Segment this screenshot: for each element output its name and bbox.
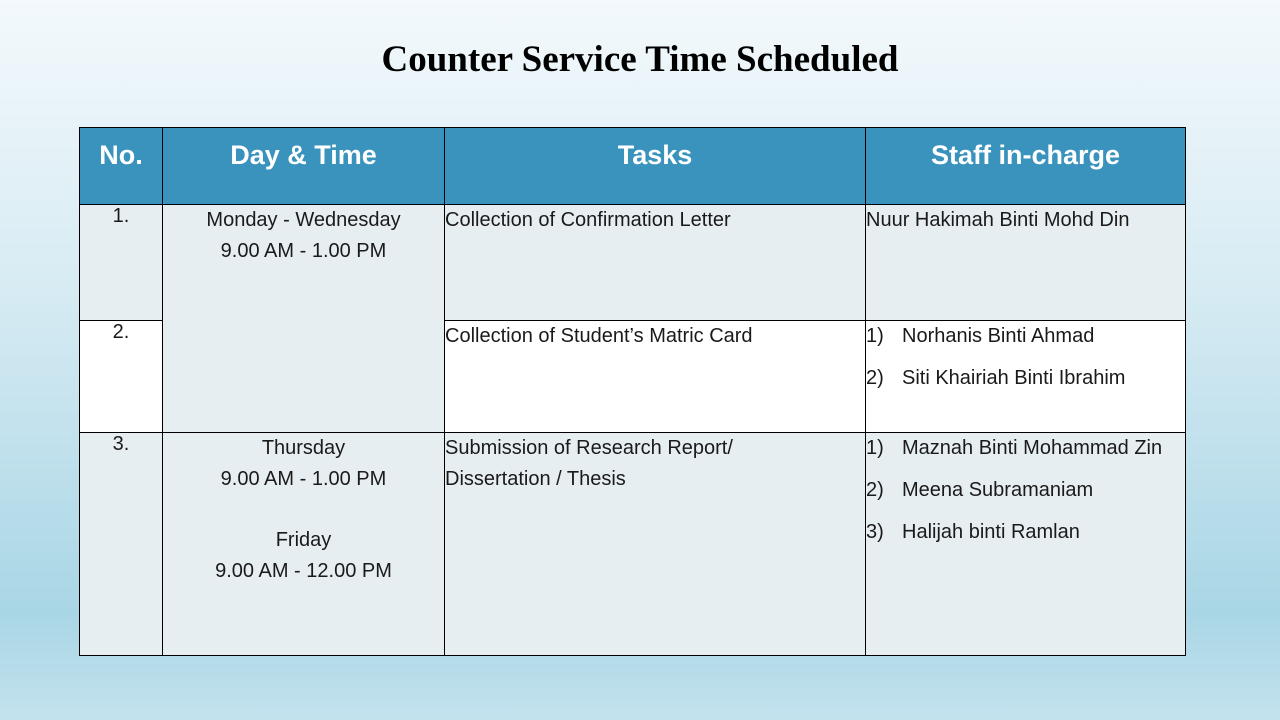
table-row [80, 433, 1186, 656]
list-item [866, 321, 1185, 352]
staff-name: Halijah binti Ramlan [902, 521, 1080, 543]
time-label: 9.00 AM - 1.00 PM [220, 468, 387, 490]
staff-cell [866, 205, 1186, 321]
days-label: Thursday [261, 437, 346, 459]
task-cell [445, 205, 866, 321]
staff-list [866, 433, 1185, 548]
list-marker: 1) [866, 325, 884, 347]
task-cell [445, 433, 866, 656]
staff-name: Meena Subramaniam [902, 479, 1094, 501]
days-label: Friday [275, 529, 332, 551]
list-item [866, 475, 1185, 506]
list-marker: 2) [866, 479, 884, 501]
table-header-row [80, 128, 1186, 205]
day-time-cell [163, 433, 445, 656]
header-no: No. [80, 128, 163, 205]
header-tasks: Tasks [445, 128, 866, 205]
staff-cell [866, 433, 1186, 656]
list-marker: 2) [866, 367, 884, 389]
schedule-table [79, 127, 1186, 656]
staff-name: Maznah Binti Mohammad Zin [902, 437, 1163, 459]
task-text: Collection of Student’s Matric Card [445, 325, 753, 347]
days-label: Monday - Wednesday [206, 209, 401, 231]
staff-cell [866, 321, 1186, 433]
row-number: 3. [80, 433, 163, 656]
time-label: 9.00 AM - 12.00 PM [215, 560, 392, 582]
time-label: 9.00 AM - 1.00 PM [220, 240, 387, 262]
list-item [866, 433, 1185, 464]
task-text: Collection of Confirmation Letter [445, 209, 731, 231]
staff-name: Siti Khairiah Binti Ibrahim [902, 367, 1126, 389]
staff-name: Norhanis Binti Ahmad [902, 325, 1095, 347]
list-marker: 1) [866, 437, 884, 459]
page-title: Counter Service Time Scheduled [381, 39, 899, 80]
staff-list [866, 321, 1185, 394]
staff-name: Nuur Hakimah Binti Mohd Din [866, 209, 1130, 231]
header-day-time: Day & Time [163, 128, 445, 205]
task-text: Dissertation / Thesis [445, 468, 626, 490]
row-number: 2. [80, 321, 163, 433]
task-cell [445, 321, 866, 433]
task-text: Submission of Research Report/ [445, 437, 733, 459]
header-staff: Staff in-charge [866, 128, 1186, 205]
spacer [163, 495, 444, 525]
list-marker: 3) [866, 521, 884, 543]
list-item [866, 517, 1185, 548]
row-number: 1. [80, 205, 163, 321]
day-time-cell [163, 205, 445, 433]
list-item [866, 363, 1185, 394]
table-row [80, 205, 1186, 321]
